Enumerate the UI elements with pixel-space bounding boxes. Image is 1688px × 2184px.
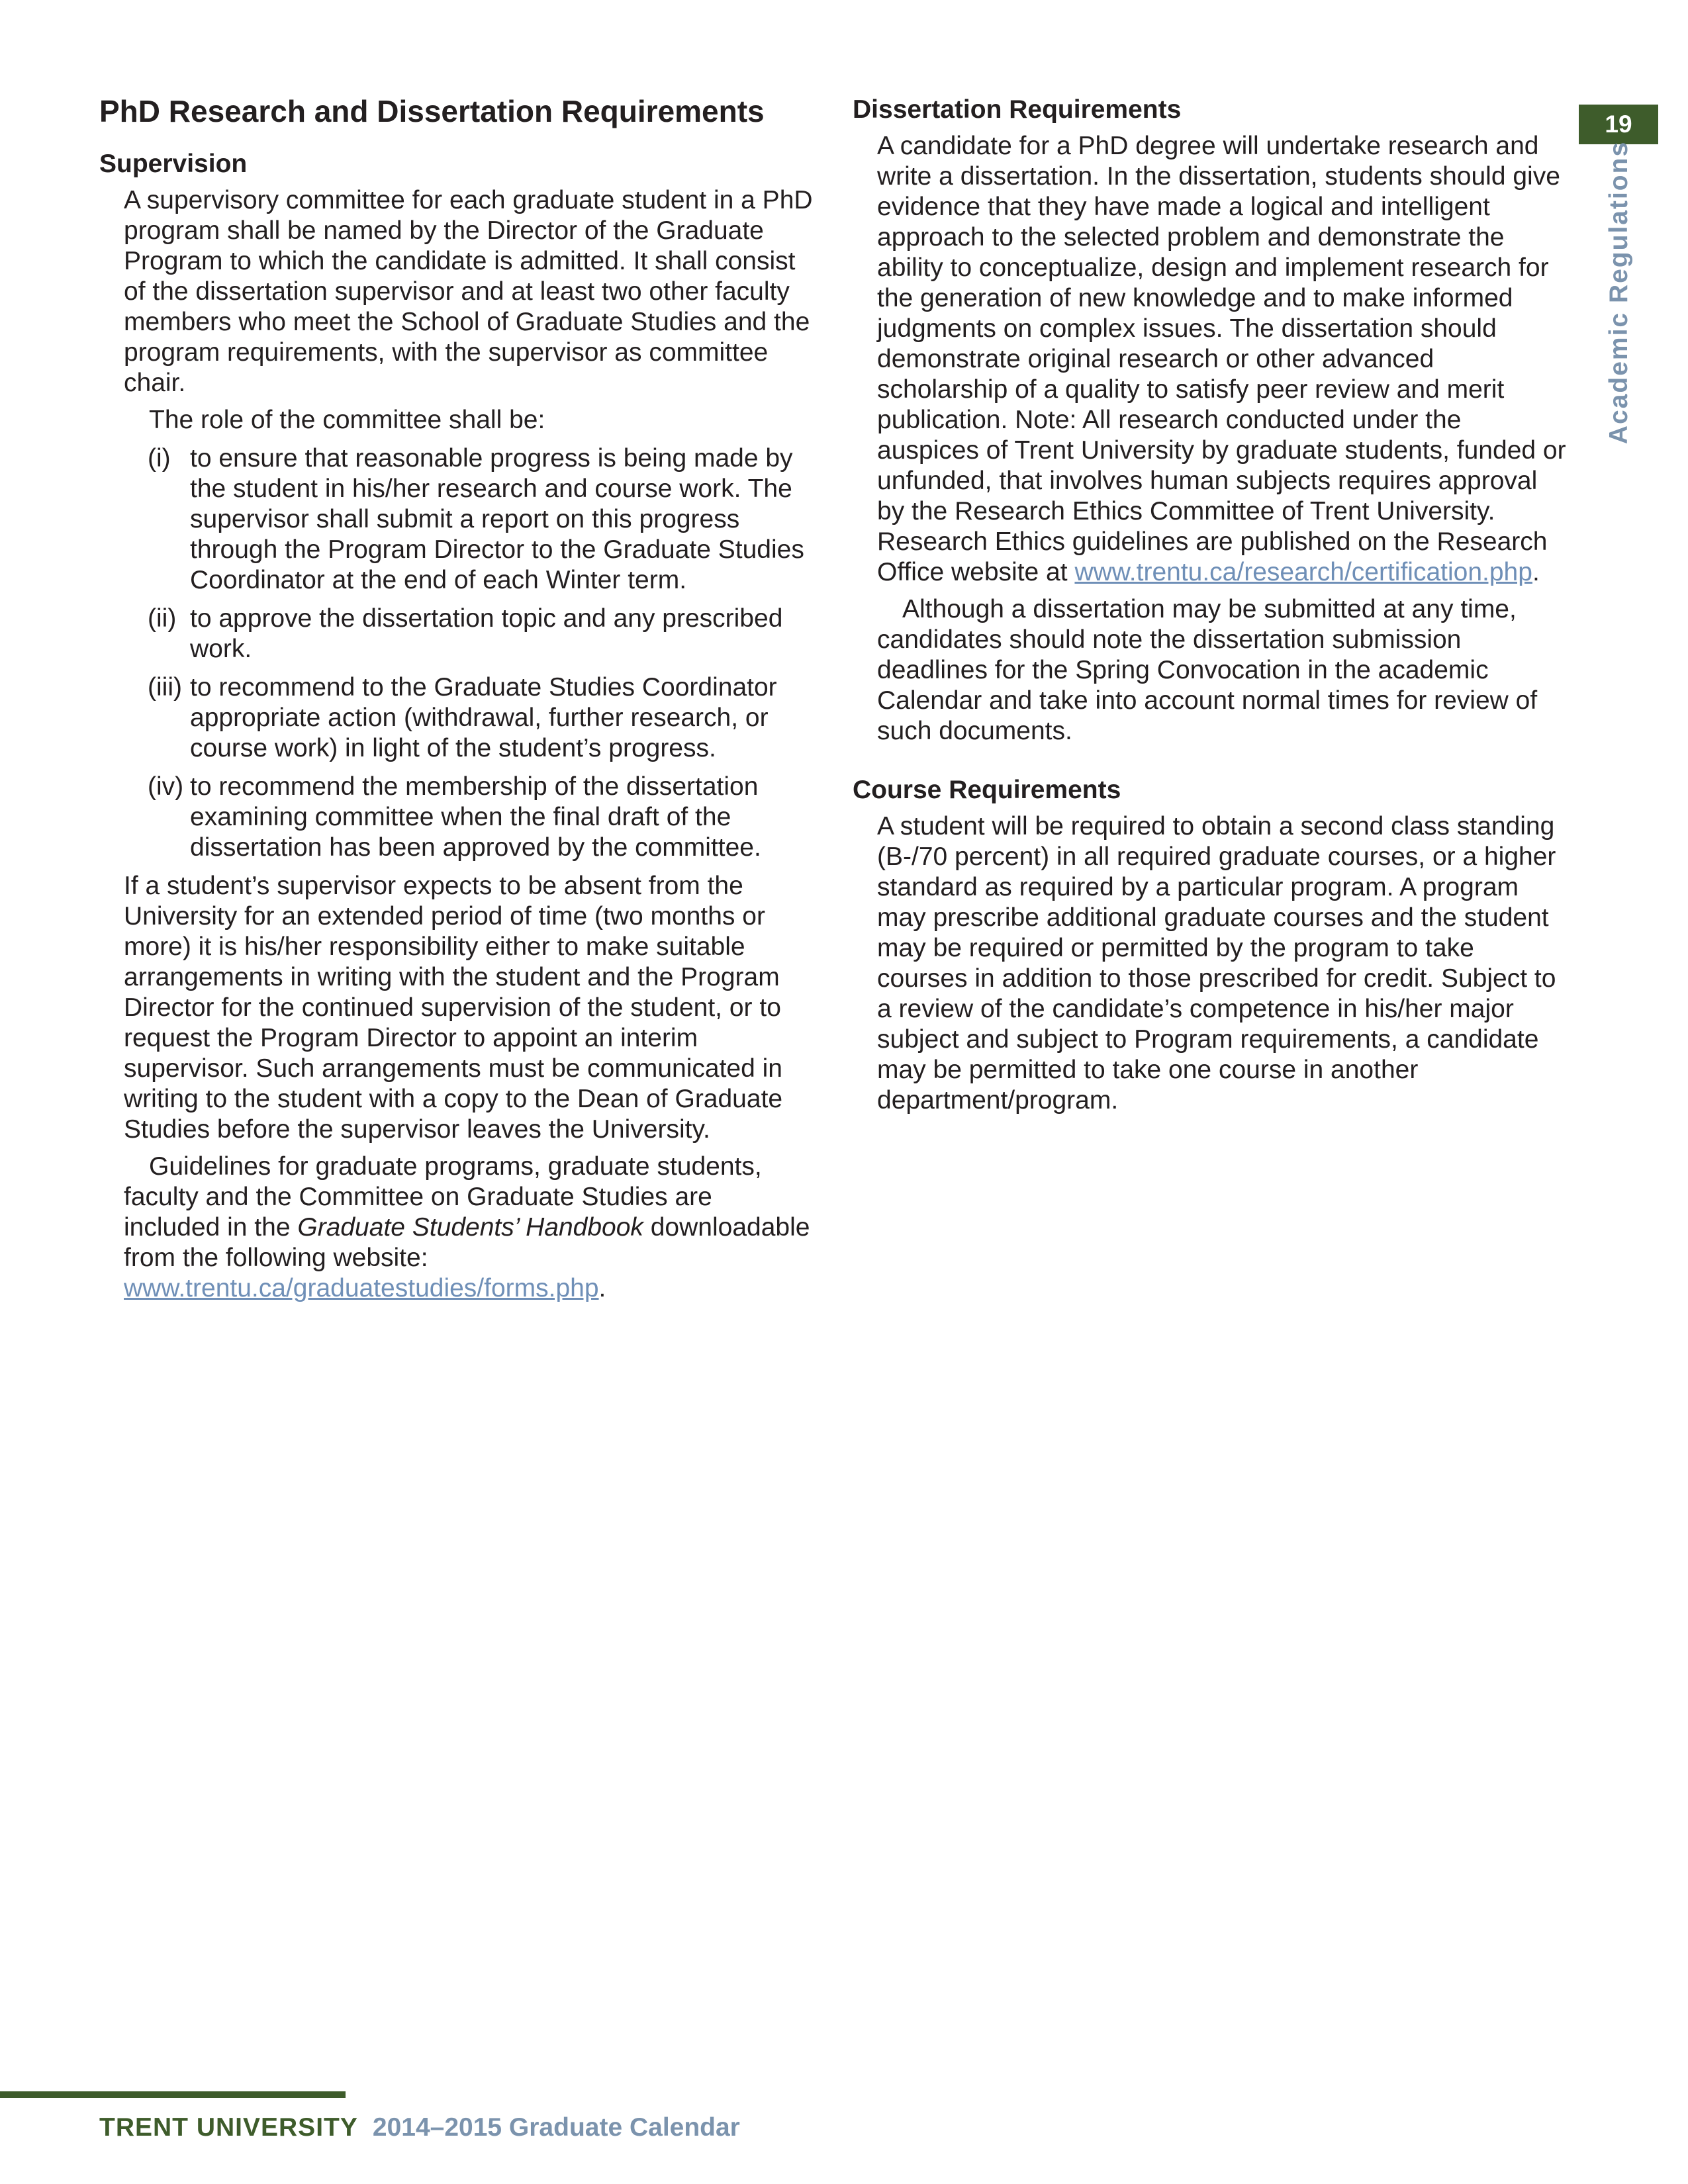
committee-role-item: [99, 604, 814, 664]
guidelines-text: downloadable from the following website:: [124, 1213, 810, 1272]
supervision-heading: Supervision: [99, 150, 248, 178]
dissertation-text: A candidate for a PhD degree will undertake research and write a dissertation. In the dissertation, students should give evidence that they have made a logical and intelligent approach to the selected problem and demonstrate the ability to conceptualize, design and implement research for the generation of new knowledge and to make informed judgments on complex issues. The dissertation should demonstrate original research or other advanced scholarship of a quality to satisfy peer review and merit publication. Note: All research conducted under the auspices of Trent University by graduate students, funded or unfunded, that involves human subjects requires approval by the Research Ethics Committee of Trent University. Research Ethics guidelines are published on the Research Office website at: [877, 132, 1566, 586]
right-column: [853, 91, 1568, 1122]
list-text: to approve the dissertation topic and any prescribed work.: [190, 604, 783, 663]
dissertation-period: .: [1532, 558, 1540, 586]
page-number-badge: 19: [1579, 105, 1658, 144]
footer-rule: [0, 2091, 346, 2098]
committee-role-item: [99, 772, 814, 863]
section-side-label: Academic Regulations: [1605, 140, 1633, 445]
handbook-title: Graduate Students’ Handbook: [297, 1213, 643, 1242]
list-number: (iii): [148, 673, 182, 702]
committee-role-intro: The role of the committee shall be:: [149, 406, 545, 434]
graduate-forms-link[interactable]: www.trentu.ca/graduatestudies/forms.php: [124, 1274, 599, 1302]
course-requirements-heading: Course Requirements: [853, 776, 1121, 804]
footer-calendar: 2014–2015 Graduate Calendar: [372, 2113, 740, 2142]
list-text: to recommend the membership of the dissertation examining committee when the final draft of the dissertation has been approved by the committee.: [190, 772, 761, 862]
course-requirements-paragraph: A student will be required to obtain a second class standing (B-/70 percent) in all required graduate courses, or a higher standard as required by a particular program. A program may prescribe additional graduate courses and the student may be required or permitted by the program to take courses in addition to those prescribed for credit. Subject to a review of the candidate’s competence in his/her major subject and subject to Program requirements, a candidate may be permitted to take one course in another department/program.: [877, 812, 1556, 1115]
committee-role-item: [99, 443, 814, 596]
left-column: [99, 91, 814, 1310]
dissertation-heading: Dissertation Requirements: [853, 95, 1182, 124]
list-text: to ensure that reasonable progress is being made by the student in his/her research and course work. The supervisor shall submit a report on this progress through the Program Director to the Graduate Studies Coordinator at the end of each Winter term.: [190, 444, 804, 594]
guidelines-period: .: [598, 1274, 606, 1302]
page-title: PhD Research and Dissertation Requirements: [99, 94, 765, 128]
guidelines-text: Guidelines for graduate programs, graduate students, faculty and the Committee on Graduate Studies are included in the: [124, 1152, 762, 1242]
supervision-intro: A supervisory committee for each graduate student in a PhD program shall be named by the Director of the Graduate Program to which the candidate is admitted. It shall consist of the dissertation supervisor and at least two other faculty members who meet the School of Graduate Studies and the program requirements, with the supervisor as committee chair.: [124, 186, 813, 397]
list-number: (iv): [148, 772, 184, 801]
research-certification-link[interactable]: www.trentu.ca/research/certification.php: [1074, 558, 1532, 586]
supervisor-absence-paragraph: If a student’s supervisor expects to be absent from the University for an extended period of time (two months or more) it is his/her responsibility either to make suitable arrangements in writing with the student and the Program Director for the continued supervision of the student, or to request the Program Director to appoint an interim supervisor. Such arrangements must be communicated in writing to the student with a copy to the Dean of Graduate Studies before the supervisor leaves the University.: [124, 872, 783, 1144]
list-text: to recommend to the Graduate Studies Coordinator appropriate action (withdrawal, further research, or course work) in light of the student’s progress.: [190, 673, 777, 762]
guidelines-paragraph: [124, 1152, 814, 1304]
footer: [99, 2111, 740, 2144]
submission-deadlines-paragraph: Although a dissertation may be submitted at any time, candidates should note the dissertation submission deadlines for the Spring Convocation in the academic Calendar and take into account normal times for review of such documents.: [877, 595, 1538, 745]
dissertation-paragraph: [877, 131, 1568, 588]
list-number: (ii): [148, 604, 177, 633]
list-number: (i): [148, 444, 171, 473]
committee-role-item: [99, 672, 814, 764]
footer-university: TRENT UNIVERSITY: [99, 2113, 358, 2142]
